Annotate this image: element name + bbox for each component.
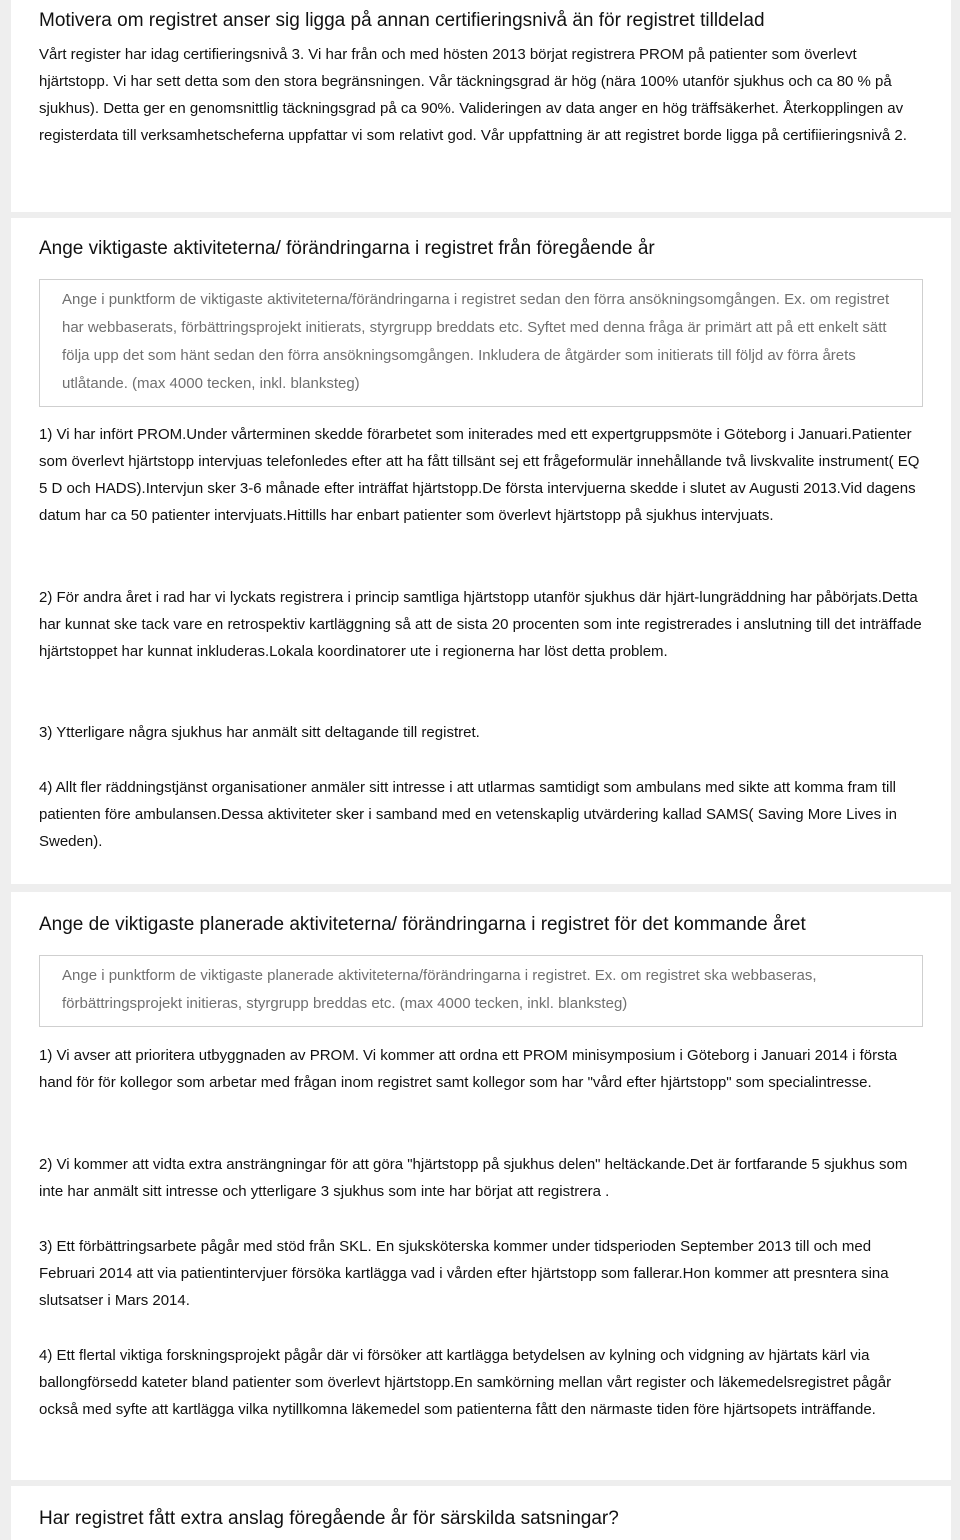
- section-activities-previous-year: [11, 218, 951, 884]
- instruction-box: Ange i punktform de viktigaste aktiviteterna/förändringarna i registret sedan den förra ansökningsomgången. Ex. om registret har webbaserats, förbättringsprojekt initierats, styrgrupp breddats etc. Syftet med denna fråga är primärt att på ett enkelt sätt följa upp det som hänt sedan den förra ansökningsomgången. Inkludera de åtgärder som initierats till följd av förra årets utlåtande. (max 4000 tecken, inkl. blanksteg): [39, 279, 923, 407]
- answer-text: Vårt register har idag certifieringsnivå 3. Vi har från och med hösten 2013 börjat registrera PROM på patienter som överlevt hjärtstopp. Vi har sett detta som den stora begränsningen. Vår täckningsgrad är hög (nära 100% utanför sjukhus och ca 80 % på sjukhus). Detta ger en genomsnittlig täckningsgrad på ca 90%. Valideringen av data anger en hög träffsäkerhet. Återkopplingen av registerdata till verksamhetscheferna uppfattar vi som relativt god. Vår uppfattning är att registret borde ligga på certifiieringsnivå 2.: [39, 46, 907, 144]
- section-certification-motivation: [11, 0, 951, 212]
- answer-item: 1) Vi avser att prioritera utbyggnaden av PROM. Vi kommer att ordna ett PROM minisymposium i Göteborg i Januari 2014 i första hand för för kollegor som arbetar med frågan inom registret samt kollegor som har "vård efter hjärtstopp" som specialintresse.: [39, 1047, 898, 1091]
- answer-item: 4) Ett flertal viktiga forskningsprojekt pågår där vi försöker att kartlägga betydelsen av kylning och vidgning av hjärtats kärl via ballongförsedd kateter bland patienter som överlevt hjärtstopp.En samkörning mellan vårt register och läkemedelsregistret pågår också med syfte att kartlägga vilka nytillkomna läkemedel som patienterna fått den närmaste tiden före hjärtsopets inträffande.: [39, 1347, 892, 1418]
- answer-item: 2) För andra året i rad har vi lyckats registrera i princip samtliga hjärtstopp utanför sjukhus där hjärt-lungräddning har påbörjats.Detta har kunnat ske tack vare en retrospektiv kartläggning så att de sista 20 procenten som inte registrerades i anslutning till det inträffade hjärtstoppet har kunnat inkluderas.Lokala koordinatorer ute i regionerna har löst detta problem.: [39, 589, 922, 660]
- section-heading: Ange viktigaste aktiviteterna/ förändringarna i registret från föregående år: [39, 238, 655, 259]
- section-heading: Ange de viktigaste planerade aktiviteterna/ förändringarna i registret för det kommande året: [39, 914, 806, 935]
- section-planned-activities: [11, 892, 951, 1480]
- section-heading: Motivera om registret anser sig ligga på annan certifieringsnivå än för registret tilldelad: [39, 10, 765, 31]
- section-heading: Har registret fått extra anslag föregående år för särskilda satsningar?: [39, 1508, 619, 1529]
- section-extra-funding: [11, 1486, 951, 1540]
- answer-item: 3) Ett förbättringsarbete pågår med stöd från SKL. En sjuksköterska kommer under tidsperioden September 2013 till och med Februari 2014 att via patientintervjuer försöka kartlägga vad i vården efter hjärtstopp som fallerar.Hon kommer att presntera sina slutsatser i Mars 2014.: [39, 1238, 889, 1309]
- answer-item: 4) Allt fler räddningstjänst organisationer anmäler sitt intresse i att utlarmas samtidigt som ambulans med sikte att komma fram till patienten före ambulansen.Dessa aktiviteter sker i samband med en vetenskaplig utvärdering kallad SAMS( Saving More Lives in Sweden).: [39, 779, 897, 850]
- answer-item: 2) Vi kommer att vidta extra ansträngningar för att göra "hjärtstopp på sjukhus delen" heltäckande.Det är fortfarande 5 sjukhus som inte har anmält sitt intresse och ytterligare 3 sjukhus som inte har börjat att registrera .: [39, 1156, 908, 1200]
- answer-item: 3) Ytterligare några sjukhus har anmält sitt deltagande till registret.: [39, 724, 480, 741]
- answer-item: 1) Vi har infört PROM.Under vårterminen skedde förarbetet som initerades med ett expertgruppsmöte i Göteborg i Januari.Patienter som överlevt hjärtstopp intervjuas telefonledes efter att ha fått tillsänt sej ett frågeformulär innehållande två livskvalite instrument( EQ 5 D och HADS).Intervjun sker 3-6 månade efter inträffat hjärtstopp.De första intervjuerna skedde i slutet av Augusti 2013.Vid dagens datum har ca 50 patienter intervjuats.Hittills har enbart patienter som överlevt hjärtstopp på sjukhus intervjuats.: [39, 426, 920, 524]
- instruction-box: Ange i punktform de viktigaste planerade aktiviteterna/förändringarna i registret. Ex. om registret ska webbaseras, förbättringsprojekt initieras, styrgrupp breddas etc. (max 4000 tecken, inkl. blanksteg): [39, 955, 923, 1027]
